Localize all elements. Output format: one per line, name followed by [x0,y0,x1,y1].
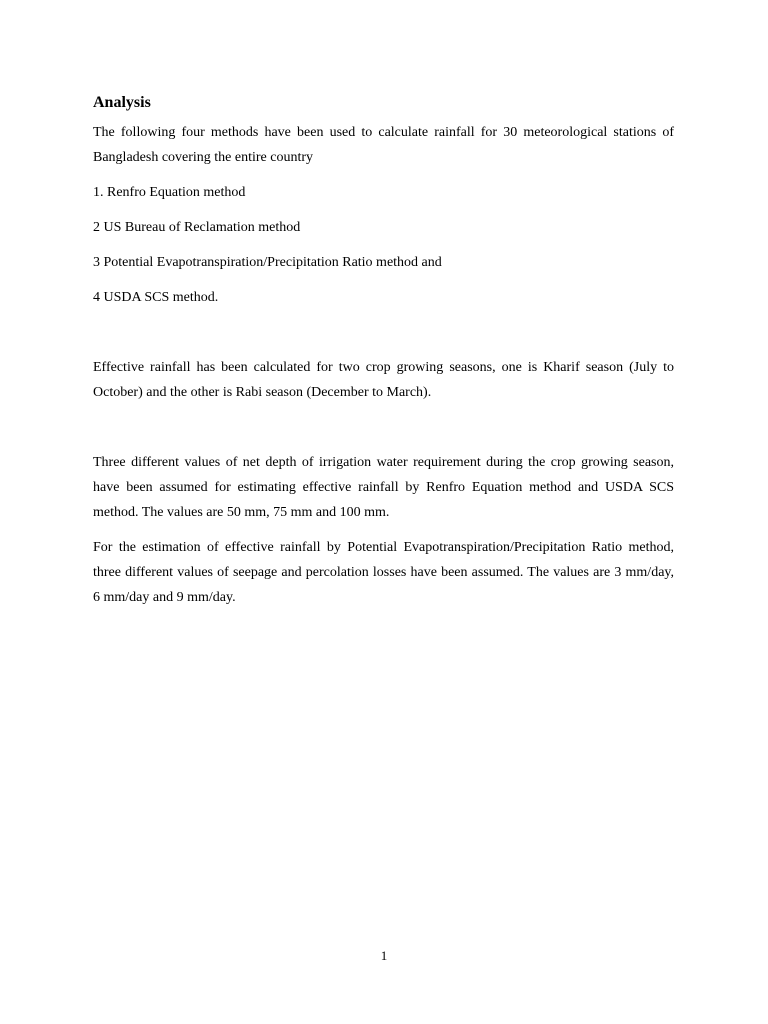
method-item-1: 1. Renfro Equation method [93,185,246,200]
irrigation-depth-paragraph: Three different values of net depth of irrigation water requirement during the crop growing season, have been assumed for estimating effective rainfall by Renfro Equation method and USDA SCS method. The values are 50 mm, 75 mm and 100 mm. [93,455,674,520]
intro-paragraph: The following four methods have been used to calculate rainfall for 30 meteorological stations of Bangladesh covering the entire country [93,125,674,165]
paragraph-spacer [93,310,674,355]
page-content [93,92,674,610]
method-item-4: 4 USDA SCS method. [93,290,219,305]
paragraph-spacer [93,405,674,450]
seepage-paragraph: For the estimation of effective rainfall by Potential Evapotranspiration/Precipitation Ratio method, three different values of seepage and percolation losses have been assumed. The values are 3 mm/day, 6 mm/day and 9 mm/day. [93,540,674,605]
seasons-paragraph: Effective rainfall has been calculated for two crop growing seasons, one is Kharif season (July to October) and the other is Rabi season (December to March). [93,360,674,400]
method-item-3: 3 Potential Evapotranspiration/Precipitation Ratio method and [93,255,442,270]
page-number: 1 [380,948,388,963]
method-item-2: 2 US Bureau of Reclamation method [93,220,301,235]
section-heading: Analysis [93,94,151,111]
paragraph-spacer [93,525,674,535]
